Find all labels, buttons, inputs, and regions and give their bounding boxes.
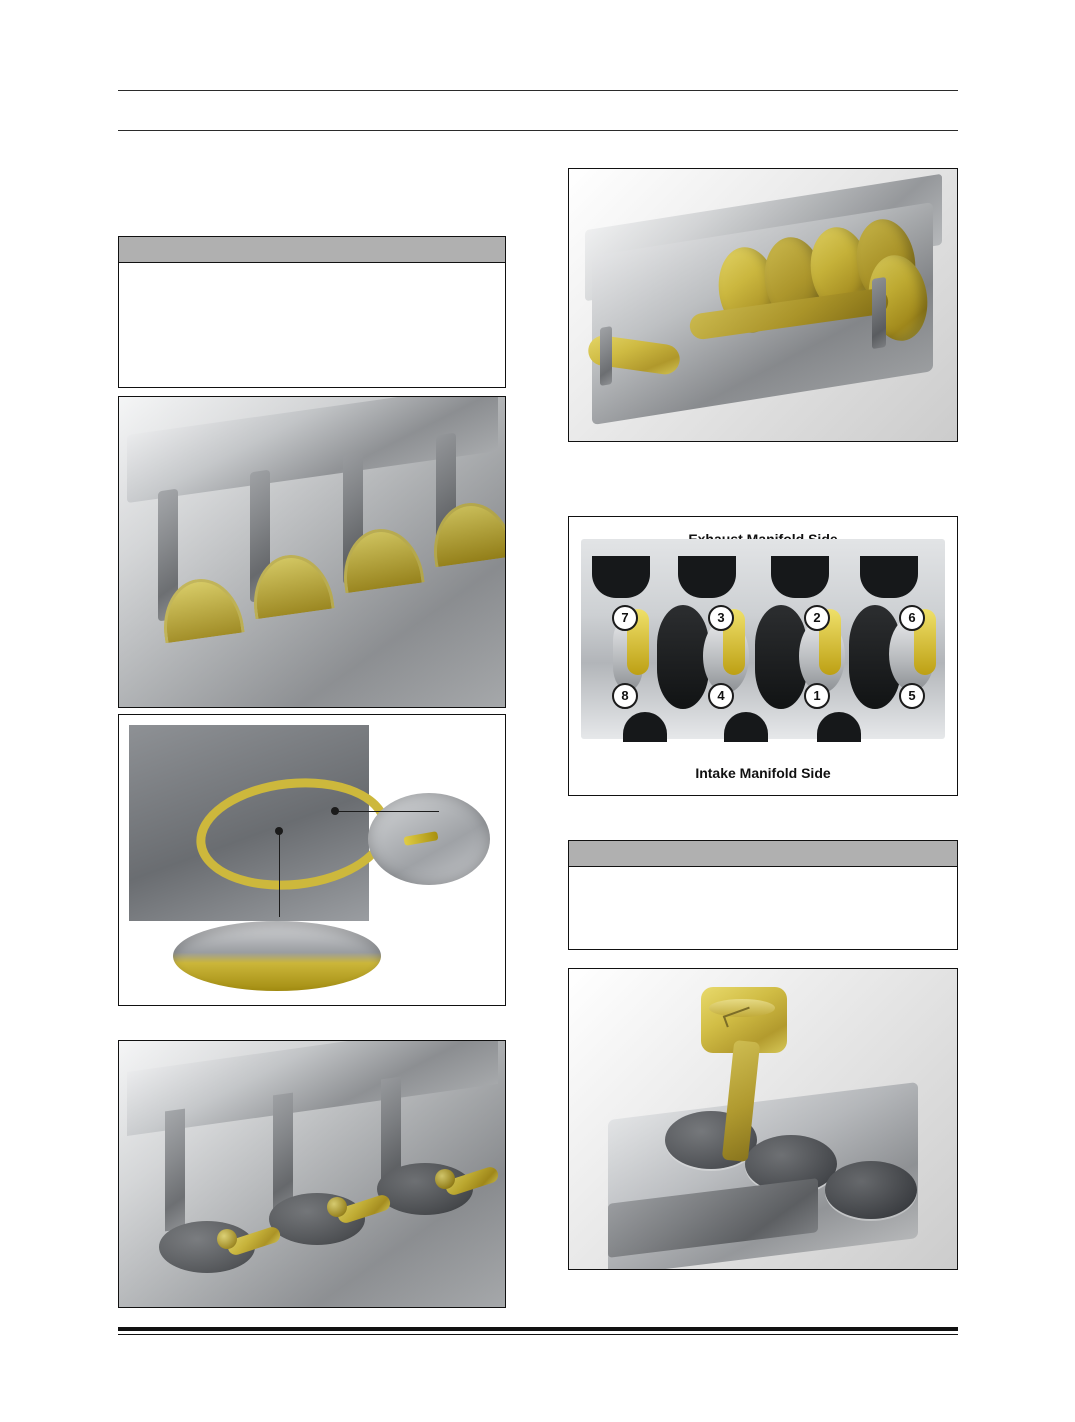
figure-image [119, 1041, 505, 1307]
note-body [119, 263, 505, 275]
figure-thrust-washer-detail [118, 714, 506, 1006]
figure-piston-installation [568, 968, 958, 1270]
thrust-washer-tab-detail [404, 831, 439, 846]
intake-side-label: Intake Manifold Side [695, 765, 831, 781]
note-header-bar [569, 841, 957, 867]
figure-image [119, 397, 505, 707]
figure-image [569, 169, 957, 441]
header-rule-bottom [118, 130, 958, 131]
figure-image [569, 969, 957, 1269]
footer-rule-thick [118, 1327, 958, 1331]
rod-bolt-head [435, 1169, 455, 1189]
block-cavity [592, 556, 650, 598]
figure-main-bearings-in-block [118, 396, 506, 708]
callout-6: 6 [899, 605, 925, 631]
thrust-washer-half [173, 921, 381, 991]
detail-magnifier-bubble [368, 793, 490, 885]
callout-8: 8 [612, 683, 638, 709]
figure-image [569, 517, 957, 795]
footer-rule-thin [118, 1334, 958, 1335]
rod-bolt-head [327, 1197, 347, 1217]
leader-line [279, 831, 280, 917]
figure-connecting-rod-bolts [118, 1040, 506, 1308]
block-cavity [771, 556, 829, 598]
figure-image [119, 715, 505, 1005]
rod-bolt-head [217, 1229, 237, 1249]
callout-1: 1 [804, 683, 830, 709]
callout-4: 4 [708, 683, 734, 709]
block-rib [872, 277, 886, 349]
note-header-bar [119, 237, 505, 263]
cylinder-bore [825, 1161, 917, 1219]
block-cavity [860, 556, 918, 598]
block-cavity [678, 556, 736, 598]
callout-5: 5 [899, 683, 925, 709]
figure-crankshaft-installed [568, 168, 958, 442]
callout-7: 7 [612, 605, 638, 631]
figure-bearing-cap-sequence [568, 516, 958, 796]
note-box-lower-right [568, 840, 958, 950]
block-rib [600, 326, 612, 386]
leader-line [335, 811, 439, 812]
crank-counterweight [657, 605, 709, 709]
leader-dot [331, 807, 339, 815]
leader-dot [275, 827, 283, 835]
callout-3: 3 [708, 605, 734, 631]
callout-2: 2 [804, 605, 830, 631]
note-box-upper-left [118, 236, 506, 388]
header-rule-top [118, 90, 958, 91]
note-body [569, 867, 957, 879]
bulkhead [165, 1109, 185, 1232]
